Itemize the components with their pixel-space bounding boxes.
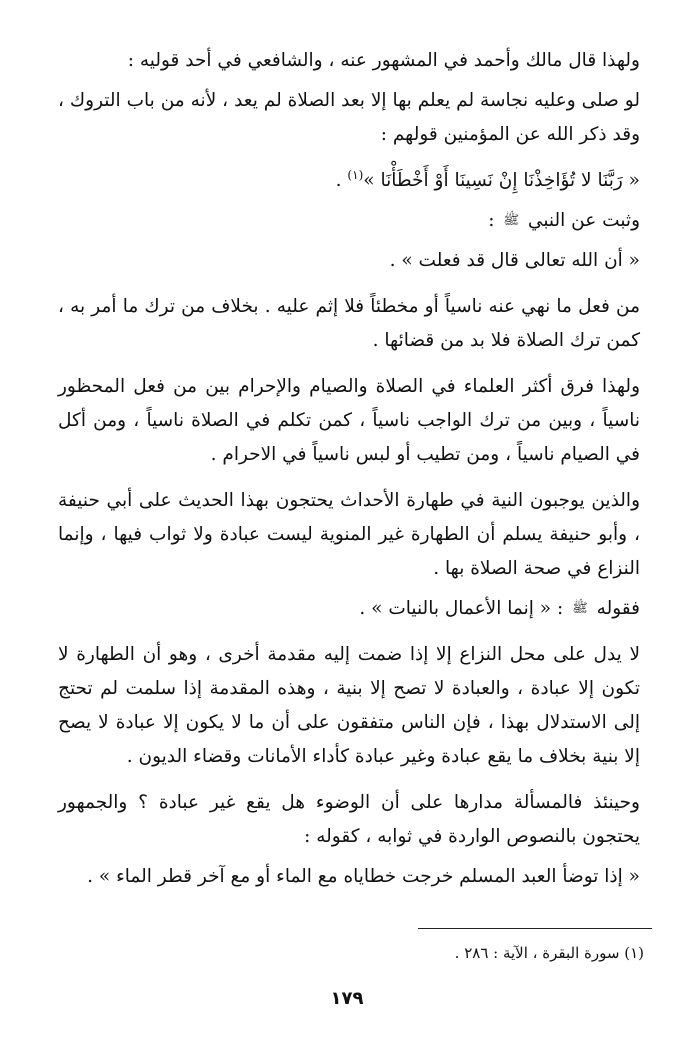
quran-verse — [58, 158, 640, 198]
paragraph-8: والذين يوجبون النية في طهارة الأحداث يحتجون بهذا الحديث على أبي حنيفة ، وأبو حنيفة يسلم أن الطهارة غير المنوية ليست عبادة ولا ثواب فيها ، وإنما النزاع في صحة الصلاة بها . — [58, 490, 640, 579]
p9-quote: : « إنما الأعمال بالنيات » . — [359, 598, 570, 619]
paragraph-9 — [58, 592, 640, 626]
p4-colon: : — [488, 210, 501, 231]
page-number: ١٧٩ — [330, 988, 364, 1009]
paragraph-1: ولهذا قال مالك وأحمد في المشهور عنه ، والشافعي في أحد قوليه : — [127, 50, 640, 71]
paragraph-2: لو صلى وعليه نجاسة لم يعلم بها إلا بعد الصلاة لم يعد ، لأنه من باب التروك ، وقد ذكر الله عن المؤمنين قولهم : — [58, 90, 640, 145]
paragraph-6: من فعل ما نهي عنه ناسياً أو مخطئاً فلا إثم عليه . بخلاف من ترك ما أمر به ، كمن ترك الصلاة فلا بد من قضائها . — [58, 296, 640, 351]
paragraph-7: ولهذا فرق أكثر العلماء في الصلاة والصيام والإحرام بين من فعل المحظور ناسياً ، وبين من ترك الواجب ناسياً ، كمن تكلم في الصلاة ناسياً ، ومن أكل في الصيام ناسياً ، ومن تطيب أو لبس ناسياً في الاحرام . — [58, 376, 640, 465]
footnote-divider — [418, 928, 652, 929]
honorific-symbol: ﷺ — [503, 213, 520, 228]
honorific-symbol: ﷺ — [572, 601, 588, 616]
verse-end: . — [335, 170, 348, 191]
p9-text: فقوله — [596, 598, 640, 619]
paragraph-4 — [58, 204, 640, 238]
hadith-wudu-quote: « إذا توضأ العبد المسلم خرجت خطاياه مع الماء أو مع آخر قطر الماء » . — [87, 866, 640, 887]
hadith-quote: « أن الله تعالى قال قد فعلت » . — [389, 250, 640, 271]
footnote: (١) سورة البقرة ، الآية : ٢٨٦ . — [454, 944, 644, 962]
verse-text: « رَبَّنَا لا تُؤَاخِذْنَا إِنْ نَسِينَا أَوْ أَخْطَأْنَا » — [363, 170, 640, 191]
paragraph-10: لا يدل على محل النزاع إلا إذا ضمت إليه مقدمة أخرى ، وهو أن الطهارة لا تكون إلا عبادة ، والعبادة لا تصح إلا بنية ، وهذه المقدمة إذا سلمت لم تحتج إلى الاستدلال بهذا ، فإن الناس متفقون على أن ما لا يكون إلا عبادة لا يصح إلا بنية بخلاف ما يقع عبادة وغير عبادة كأداء الأمانات وقضاء الديون . — [58, 644, 640, 767]
page-body — [58, 44, 640, 894]
footnote-reference: (١) — [347, 168, 364, 182]
paragraph-11: وحينئذ فالمسألة مدارها على أن الوضوء هل يقع غير عبادة ؟ والجمهور يحتجون بالنصوص الواردة في ثوابه ، كقوله : — [58, 792, 640, 847]
p4-text: وثبت عن النبي — [527, 210, 640, 231]
